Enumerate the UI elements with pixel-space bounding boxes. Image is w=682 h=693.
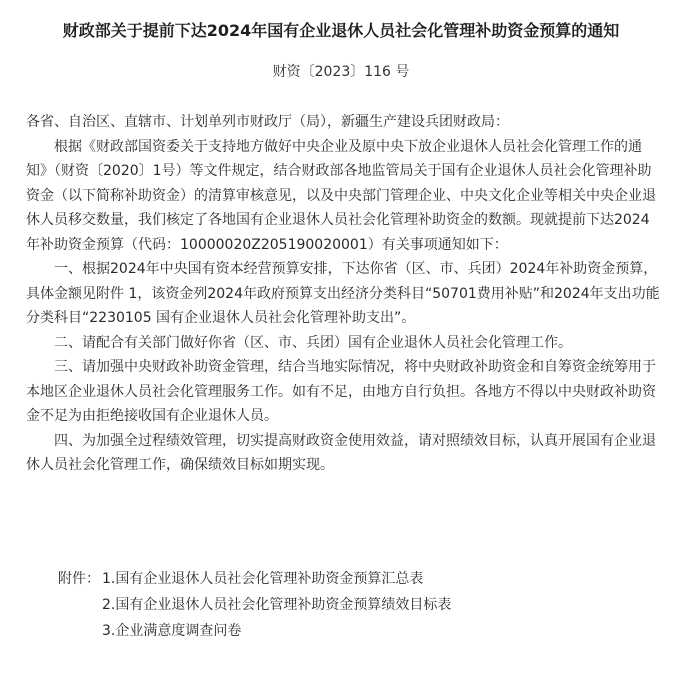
document-number: 财资〔2023〕116 号 — [272, 64, 410, 80]
attachment-row — [58, 566, 451, 592]
addressee-line: 各省、自治区、直辖市、计划单列市财政厅（局），新疆生产建设兵团财政局： — [26, 114, 509, 130]
paragraph-item-3: 三、请加强中央财政补助资金管理，结合当地实际情况，将中央财政补助资金和自筹资金统筹用于本地区企业退休人员社会化管理服务工作。如有不足，由地方自行负担。各地方不得以中央财政补助资金不足为由拒绝接收国有企业退休人员。 — [26, 359, 656, 424]
attachment-item-2: 2.国有企业退休人员社会化管理补助资金预算绩效目标表 — [102, 597, 452, 613]
paragraph-item-2: 二、请配合有关部门做好你省（区、市、兵团）国有企业退休人员社会化管理工作。 — [54, 334, 572, 351]
document-title: 财政部关于提前下达2024年国有企业退休人员社会化管理补助资金预算的通知 — [62, 21, 620, 40]
attachments-list — [58, 566, 451, 644]
attachment-item-3: 3.企业满意度调查问卷 — [102, 623, 242, 639]
attachment-row — [58, 618, 451, 644]
paragraph-intro: 根据《财政部国资委关于支持地方做好中央企业及原中央下放企业退休人员社会化管理工作的通知》（财资〔2020〕1号）等文件规定，结合财政部各地监管局关于国有企业退休人员社会化管理补助资金（以下简称补助资金）的清算审核意见，以及中央部门管理企业、中央文化企业等相关中央企业退休人员移交数量，我们核定了各地国有企业退休人员社会化管理补助资金的数额。现就提前下达2024年补助资金预算（代码：10000020Z205190020001）有关事项通知如下： — [26, 138, 656, 253]
attachment-item-1: 1.国有企业退休人员社会化管理补助资金预算汇总表 — [102, 571, 424, 587]
attachments-label: 附件： — [58, 571, 100, 587]
document-body — [26, 110, 662, 478]
attachment-row — [58, 592, 451, 618]
paragraph-item-4: 四、为加强全过程绩效管理，切实提高财政资金使用效益，请对照绩效目标，认真开展国有企业退休人员社会化管理工作，确保绩效目标如期实现。 — [26, 432, 656, 473]
paragraph-item-1: 一、根据2024年中央国有资本经营预算安排，下达你省（区、市、兵团）2024年补助资金预算，具体金额见附件 1，该资金列2024年政府预算支出经济分类科目“50701费用补贴”和2024年支出功能分类科目“2230105 国有企业退休人员社会化管理补助支出”。 — [26, 261, 660, 326]
